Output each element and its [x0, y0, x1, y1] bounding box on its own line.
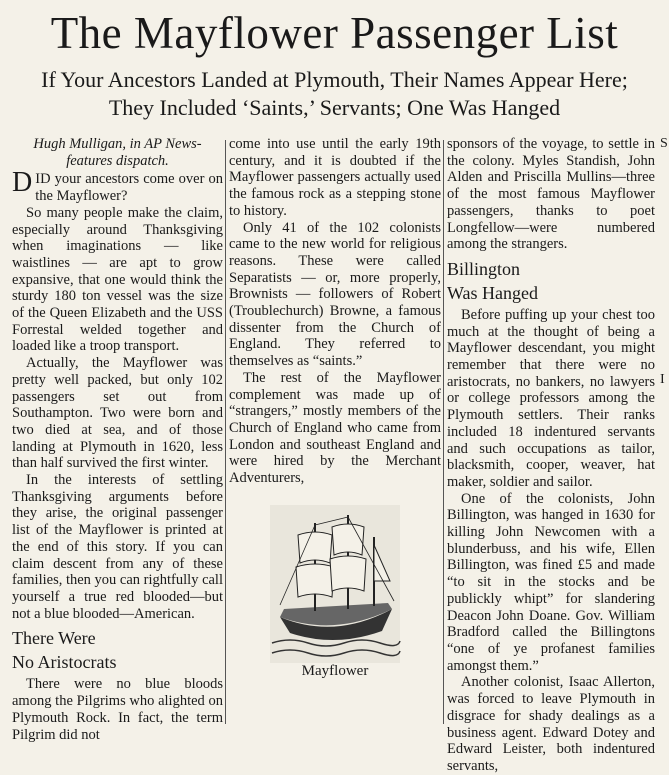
ship-icon	[270, 505, 400, 663]
subhead-line-2: No Aristocrats	[12, 652, 117, 673]
adjacent-column-letter: S	[660, 136, 668, 151]
column-3	[447, 136, 655, 774]
adjacent-column-letter: I	[660, 372, 665, 387]
paragraph: In the interests of settling Thanksgiving arguments before they arise, the original passenger list of the Mayflower is printed at the end of this story. If you can claim descent from any of these families, then you can rightfully call yourself a true red blooded—but not a blue blooded—American.	[12, 472, 223, 622]
subhead-line-2: Was Hanged	[447, 282, 539, 303]
paragraph: come into use until the early 19th century, and it is doubted if the Mayflower passengers actually used the famous rock as a stepping stone to history.	[229, 136, 441, 219]
lead-text: ID your ancestors come over on the Mayflower?	[35, 171, 223, 205]
deck	[0, 66, 669, 122]
subhead	[12, 626, 223, 674]
column-1	[12, 136, 223, 743]
column-2	[229, 136, 441, 724]
headline: The Mayflower Passenger List	[50, 8, 619, 58]
paragraph: There were no blue bloods among the Pilgrims who alighted on Plymouth Rock. In fact, the term Pilgrim did not	[12, 676, 223, 743]
lead-paragraph	[12, 167, 223, 205]
column-rule	[225, 140, 226, 724]
paragraph: Another colonist, Isaac Allerton, was forced to leave Plymouth in disgrace for shady dealings as a business agent. Edward Dotey and Edward Leister, both indentured servants,	[447, 674, 655, 774]
byline: Hugh Mulligan, in AP News-features dispatch.	[33, 136, 202, 169]
paragraph: Before puffing up your chest too much at the thought of being a Mayflower descendant, you might remember that there were no aristocrats, no bankers, no lawyers or college professors among the Plymouth settlers. Their ranks included 18 indentured servants and such occupations as tailor, blacksmith, cooper, weaver, hat maker, soldier and sailor.	[447, 306, 655, 490]
paragraph: So many people make the claim, especially around Thanksgiving when imaginations — like waistlines — are apt to grow expansive, that one would think the sturdy 180 ton vessel was the size of the Queen Elizabeth and the USS Forrestal welded together and loaded like a troop transport.	[12, 204, 223, 355]
subhead-line-1: Billington	[447, 258, 521, 279]
paragraph: The rest of the Mayflower complement was made up of “strangers,” mostly members of the Church of England who came from London and southeast England and were hired by the Merchant Adventurers,	[229, 369, 441, 487]
figure-caption: Mayflower	[301, 662, 369, 679]
subhead-line-1: There Were	[12, 628, 96, 649]
mayflower-illustration	[229, 505, 441, 680]
subhead	[447, 257, 655, 305]
paragraph: One of the colonists, John Billington, was hanged in 1630 for killing John Newcomen with a blunderbuss, and his wife, Ellen Billington, was fined £5 and made “to sit in the stocks and be publickly whipt” for slandering Deacon John Doane. Gov. William Bradford called the Billingtons “one of ye profanest families amongst them.”	[447, 490, 655, 674]
paragraph: Only 41 of the 102 colonists came to the new world for religious reasons. These were called Separatists — or, more properly, Brownists — followers of Robert (Troublechurch) Browne, a famous dissenter from the Church of England. They referred to themselves as “saints.”	[229, 219, 441, 370]
column-rule	[443, 140, 444, 724]
deck-line-2: They Included ‘Saints,’ Servants; One Was Hanged	[108, 95, 561, 120]
paragraph: Actually, the Mayflower was pretty well packed, but only 102 passengers set out from Southampton. Two were born and two died at sea, and of those landing at Plymouth in 1620, less than half survived the first winter.	[12, 355, 223, 472]
paragraph: sponsors of the voyage, to settle in the colony. Myles Standish, John Alden and Priscilla Mullins—three of the most famous Mayflower passengers, thanks to poet Longfellow—were numbered among the strangers.	[447, 136, 655, 253]
deck-line-1: If Your Ancestors Landed at Plymouth, Their Names Appear Here;	[41, 67, 628, 92]
drop-cap: D	[12, 167, 33, 199]
